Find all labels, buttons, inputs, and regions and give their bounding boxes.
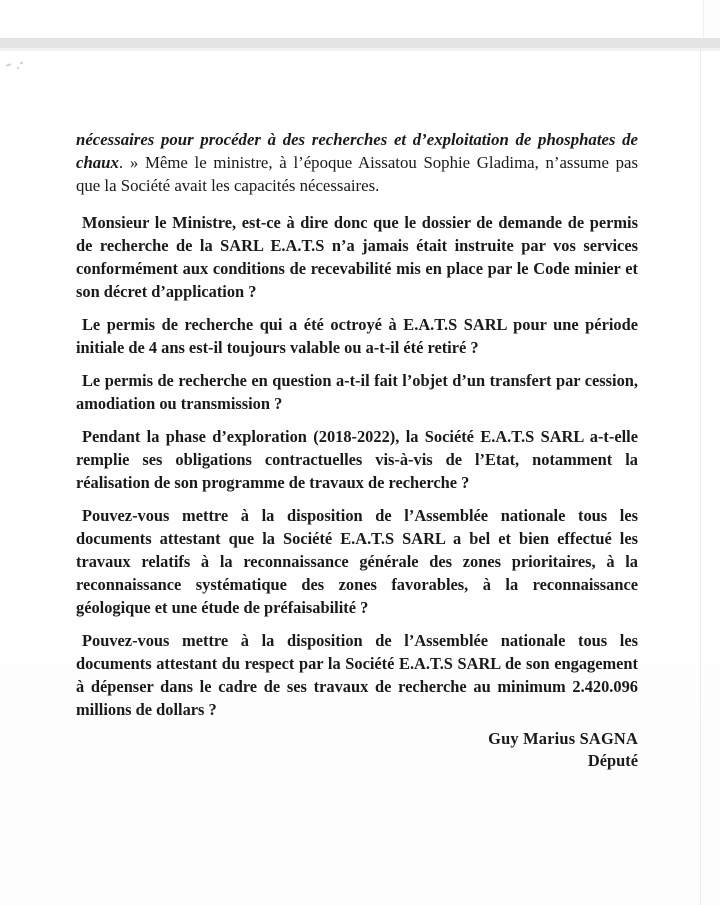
paragraph-question-3: Le permis de recherche en question a-t-il fait l’objet d’un transfert par cession, amodiation ou transmission ?: [76, 371, 638, 413]
quotation-roman-fragment: . » Même le ministre, à l’époque Aissatou Sophie Gladima, n’assume pas que la Société avait les capacités nécessaires.: [76, 153, 638, 195]
page-edge-line-right: [700, 48, 701, 905]
paragraph-question-2: Le permis de recherche qui a été octroyé à E.A.T.S SARL pour une période initiale de 4 ans est-il toujours valable ou a-t-il été retiré ?: [76, 315, 638, 357]
paragraph-quotation-continuation: [76, 128, 638, 197]
paragraph-question-1: Monsieur le Ministre, est-ce à dire donc que le dossier de demande de permis de recherche de la SARL E.A.T.S n’a jamais était instruite par vos services conformément aux conditions de recevabilité mis en place par le Code minier et son décret d’application ?: [76, 213, 638, 301]
document-text-column: [76, 128, 638, 721]
paragraph-question-4: Pendant la phase d’exploration (2018-2022), la Société E.A.T.S SARL a-t-elle remplie ses obligations contractuelles vis-à-vis de l’Etat, notamment la réalisation de son programme de travaux de recherche ?: [76, 427, 638, 492]
signature-block: [360, 728, 638, 772]
scan-artifact-band-soft: [0, 48, 720, 51]
quotation-italic-fragment: nécessaires pour procéder à des recherches et d’exploitation de phosphates de chaux: [76, 130, 638, 172]
paragraph-question-5: Pouvez-vous mettre à la disposition de l’Assemblée nationale tous les documents attestant que la Société E.A.T.S SARL a bel et bien effectué les travaux relatifs à la reconnaissance générale des zones prioritaires, à la reconnaissance systématique des zones favorables, à la reconnaissance géologique et une étude de préfaisabilité ?: [76, 506, 638, 617]
scan-speckle-mark: [17, 67, 19, 69]
paragraph-question-6: Pouvez-vous mettre à la disposition de l’Assemblée nationale tous les documents attestant du respect par la Société E.A.T.S SARL de son engagement à dépenser dans le cadre de ses travaux de recherche au minimum 2.420.096 millions de dollars ?: [76, 631, 638, 719]
page-corner-fill: [703, 0, 720, 38]
signature-title: Député: [587, 751, 638, 770]
scan-artifact-band: [0, 38, 720, 48]
page-edge-line-top: [703, 0, 704, 38]
signature-name: Guy Marius SAGNA: [488, 729, 638, 748]
